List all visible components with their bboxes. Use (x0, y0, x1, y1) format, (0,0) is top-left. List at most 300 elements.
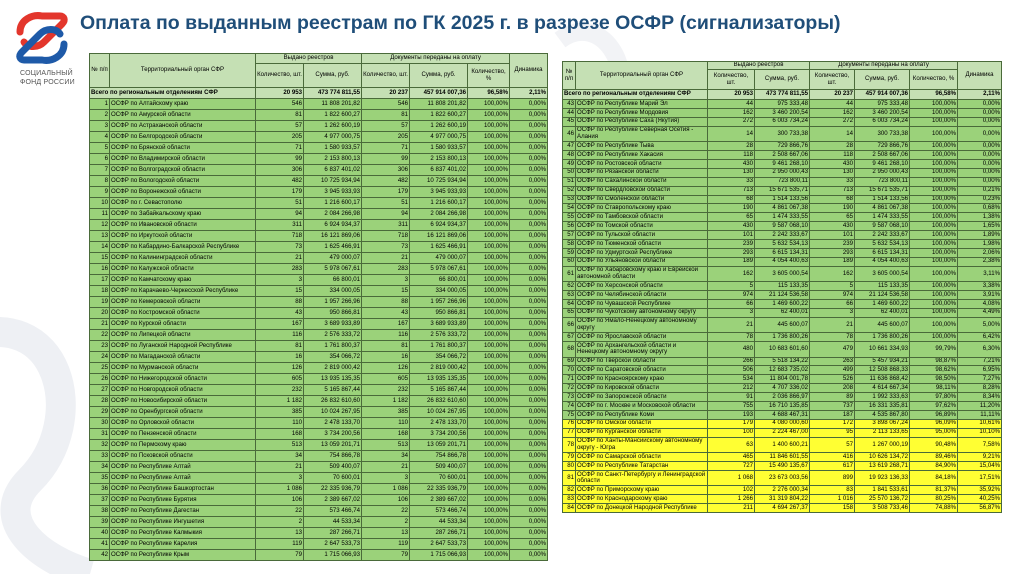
row-issued-sum: 2 819 000,42 (304, 363, 362, 374)
row-number: 26 (90, 374, 110, 385)
row-sent-qty: 158 (810, 504, 855, 513)
row-org-name: ОСФР по Челябинской области (576, 291, 708, 300)
row-dynamics: 0,00% (958, 159, 1002, 168)
row-number: 62 (563, 282, 576, 291)
row-number: 43 (563, 100, 576, 109)
row-org-name: ОСФР по Чувашской Республике (576, 299, 708, 308)
row-dynamics: 0,00% (510, 143, 548, 154)
row-number: 13 (90, 231, 110, 242)
header-issued: Выдано реестров (256, 54, 362, 64)
row-sent-pct: 100,00% (468, 363, 510, 374)
table-row (563, 248, 1002, 257)
row-issued-sum: 2 276 000,34 (755, 486, 810, 495)
row-org-name: ОСФР по Республике Северная Осетия - Алания (576, 126, 708, 142)
row-org-name: ОСФР по Республике Мордовия (576, 108, 708, 117)
row-sent-qty: 385 (362, 407, 410, 418)
row-dynamics: 0,00% (510, 385, 548, 396)
row-sent-sum: 6 924 934,37 (410, 220, 468, 231)
row-number: 51 (563, 177, 576, 186)
row-sent-qty: 605 (362, 374, 410, 385)
row-issued-qty: 110 (256, 418, 304, 429)
row-sent-qty: 2 (362, 517, 410, 528)
row-issued-qty: 430 (708, 222, 755, 231)
row-issued-sum: 975 333,48 (755, 100, 810, 109)
row-sent-qty: 68 (810, 195, 855, 204)
row-issued-sum: 1 822 600,27 (304, 110, 362, 121)
row-sent-pct: 100,00% (910, 317, 958, 333)
row-sent-sum: 2 242 333,67 (855, 231, 910, 240)
row-issued-qty: 101 (708, 231, 755, 240)
row-issued-qty: 211 (708, 504, 755, 513)
row-sent-sum: 354 066,72 (410, 352, 468, 363)
row-issued-sum: 334 000,05 (304, 286, 362, 297)
row-dynamics: 0,00% (958, 177, 1002, 186)
row-org-name: ОСФР по Брянской области (110, 143, 256, 154)
row-issued-qty: 100 (708, 428, 755, 437)
row-issued-qty: 974 (708, 291, 755, 300)
row-sent-qty: 79 (362, 550, 410, 561)
row-number: 46 (563, 126, 576, 142)
row-sent-qty: 479 (810, 342, 855, 358)
row-sent-qty: 416 (810, 453, 855, 462)
row-issued-qty: 205 (256, 132, 304, 143)
table-row (90, 319, 548, 330)
row-org-name: ОСФР по Калужской области (110, 264, 256, 275)
row-dynamics: 0,00% (958, 117, 1002, 126)
row-sent-sum: 4 861 067,38 (855, 204, 910, 213)
row-number: 31 (90, 429, 110, 440)
row-sent-sum: 729 866,76 (855, 142, 910, 151)
row-sent-pct: 100,00% (468, 176, 510, 187)
header-qty: Количество, шт. (810, 70, 855, 90)
row-sent-sum: 2 389 667,02 (410, 495, 468, 506)
table-row (563, 168, 1002, 177)
row-org-name: ОСФР по Удмуртской Республике (576, 248, 708, 257)
row-number: 1 (90, 99, 110, 110)
row-issued-sum: 1 580 933,57 (304, 143, 362, 154)
total-qty-sent: 20 237 (810, 90, 855, 100)
row-org-name: ОСФР по Костромской области (110, 308, 256, 319)
row-issued-sum: 6 924 934,37 (304, 220, 362, 231)
row-org-name: ОСФР по Сахалинской области (576, 177, 708, 186)
row-issued-sum: 31 319 804,22 (755, 495, 810, 504)
row-dynamics: 0,00% (510, 286, 548, 297)
row-number: 48 (563, 151, 576, 160)
row-issued-qty: 22 (256, 506, 304, 517)
table-row (563, 213, 1002, 222)
row-issued-sum: 1 216 600,17 (304, 198, 362, 209)
row-org-name: ОСФР по Забайкальскому краю (110, 209, 256, 220)
row-dynamics: 10,61% (958, 419, 1002, 428)
row-dynamics: 17,51% (958, 470, 1002, 486)
row-number: 27 (90, 385, 110, 396)
page-title: Оплата по выданным реестрам по ГК 2025 г. в разрезе ОСФР (сигнализаторы) (80, 12, 841, 34)
table-row (563, 159, 1002, 168)
row-org-name: ОСФР по Донецкой Народной Республике (576, 504, 708, 513)
row-sent-sum: 3 605 000,54 (855, 266, 910, 282)
row-sent-sum: 1 761 800,37 (410, 341, 468, 352)
row-sent-sum: 3 945 933,93 (410, 187, 468, 198)
row-issued-sum: 3 605 000,54 (755, 266, 810, 282)
table-row (563, 195, 1002, 204)
table-row (90, 154, 548, 165)
row-issued-qty: 15 (256, 286, 304, 297)
row-dynamics: 0,00% (510, 418, 548, 429)
row-issued-sum: 11 808 201,82 (304, 99, 362, 110)
row-dynamics: 0,00% (510, 231, 548, 242)
row-sent-qty: 95 (810, 428, 855, 437)
row-dynamics: 0,00% (510, 429, 548, 440)
row-dynamics: 0,00% (510, 550, 548, 561)
row-issued-sum: 66 800,01 (304, 275, 362, 286)
row-org-name: ОСФР по Республике Саха (Якутия) (576, 117, 708, 126)
row-sent-sum: 1 216 600,17 (410, 198, 468, 209)
row-sent-pct: 100,00% (468, 253, 510, 264)
row-sent-pct: 100,00% (910, 204, 958, 213)
table-row (90, 121, 548, 132)
row-issued-sum: 23 673 003,56 (755, 470, 810, 486)
table-row (90, 495, 548, 506)
row-issued-sum: 15 490 135,67 (755, 462, 810, 471)
row-sent-qty: 13 (362, 528, 410, 539)
row-sent-sum: 13 619 268,71 (855, 462, 910, 471)
row-issued-qty: 33 (708, 177, 755, 186)
row-sent-qty: 94 (362, 209, 410, 220)
row-number: 74 (563, 402, 576, 411)
row-dynamics: 0,00% (510, 297, 548, 308)
row-issued-sum: 4 054 400,63 (755, 257, 810, 266)
row-issued-qty: 119 (256, 539, 304, 550)
table-row (90, 253, 548, 264)
row-dynamics: 0,00% (958, 108, 1002, 117)
row-number: 4 (90, 132, 110, 143)
row-number: 50 (563, 168, 576, 177)
row-dynamics: 6,30% (958, 342, 1002, 358)
row-issued-sum: 21 124 536,58 (755, 291, 810, 300)
row-issued-sum: 2 389 667,02 (304, 495, 362, 506)
row-sent-sum: 1 736 800,26 (855, 333, 910, 342)
row-dynamics: 0,00% (510, 99, 548, 110)
row-org-name: ОСФР по Ставропольскому краю (576, 204, 708, 213)
row-issued-sum: 5 978 067,61 (304, 264, 362, 275)
row-sent-pct: 100,00% (468, 539, 510, 550)
header-org: Территориальный орган СФР (576, 62, 708, 90)
row-org-name: ОСФР по Республике Коми (576, 410, 708, 419)
table-row (90, 187, 548, 198)
row-sent-qty: 21 (362, 253, 410, 264)
row-sent-pct: 100,00% (468, 462, 510, 473)
row-org-name: ОСФР по Алтайскому краю (110, 99, 256, 110)
row-sent-qty: 974 (810, 291, 855, 300)
row-sent-qty: 232 (362, 385, 410, 396)
row-dynamics: 0,00% (510, 363, 548, 374)
row-sent-sum: 950 866,81 (410, 308, 468, 319)
row-sent-sum: 1 841 533,61 (855, 486, 910, 495)
row-number: 45 (563, 117, 576, 126)
row-dynamics: 0,00% (510, 539, 548, 550)
table-row (563, 239, 1002, 248)
table-row (563, 486, 1002, 495)
row-sent-qty: 168 (362, 429, 410, 440)
row-dynamics: 35,92% (958, 486, 1002, 495)
row-issued-sum: 4 707 336,02 (755, 384, 810, 393)
row-issued-qty: 293 (708, 248, 755, 257)
row-sent-sum: 44 533,34 (410, 517, 468, 528)
row-sent-sum: 21 124 536,58 (855, 291, 910, 300)
table-row (563, 117, 1002, 126)
row-org-name: ОСФР по Липецкой области (110, 330, 256, 341)
row-dynamics: 1,38% (958, 213, 1002, 222)
row-sent-qty: 482 (362, 176, 410, 187)
row-number: 80 (563, 462, 576, 471)
row-org-name: ОСФР по Калининградской области (110, 253, 256, 264)
row-sent-pct: 90,48% (910, 437, 958, 453)
row-issued-qty: 162 (708, 108, 755, 117)
row-issued-sum: 4 694 267,37 (755, 504, 810, 513)
row-sent-qty: 1 016 (810, 495, 855, 504)
row-sent-qty: 187 (810, 410, 855, 419)
row-org-name: ОСФР по Республике Калмыкия (110, 528, 256, 539)
row-sent-sum: 1 469 600,22 (855, 299, 910, 308)
row-org-name: ОСФР по Вологодской области (110, 176, 256, 187)
header-sum: Сумма, руб. (755, 70, 810, 90)
row-org-name: ОСФР по Амурской области (110, 110, 256, 121)
row-sent-sum: 10 725 934,94 (410, 176, 468, 187)
row-sent-qty: 43 (362, 308, 410, 319)
row-number: 6 (90, 154, 110, 165)
row-sent-pct: 100,00% (910, 222, 958, 231)
row-sent-qty: 83 (810, 486, 855, 495)
row-issued-qty: 179 (708, 419, 755, 428)
row-org-name: ОСФР по Ульяновской области (576, 257, 708, 266)
row-issued-sum: 2 576 333,72 (304, 330, 362, 341)
row-issued-sum: 15 671 535,71 (755, 186, 810, 195)
row-number: 25 (90, 363, 110, 374)
row-issued-qty: 34 (256, 451, 304, 462)
row-sent-qty: 239 (810, 239, 855, 248)
row-issued-sum: 4 080 000,60 (755, 419, 810, 428)
row-number: 24 (90, 352, 110, 363)
row-issued-qty: 168 (256, 429, 304, 440)
row-sent-sum: 115 133,35 (855, 282, 910, 291)
row-sent-sum: 2 647 533,73 (410, 539, 468, 550)
row-sent-sum: 6 837 401,02 (410, 165, 468, 176)
row-sent-sum: 11 636 868,42 (855, 375, 910, 384)
row-dynamics: 0,00% (958, 126, 1002, 142)
row-dynamics: 9,21% (958, 453, 1002, 462)
row-issued-qty: 28 (708, 142, 755, 151)
table-row (563, 393, 1002, 402)
row-sent-sum: 754 866,78 (410, 451, 468, 462)
row-sent-sum: 10 626 134,72 (855, 453, 910, 462)
row-sent-pct: 100,00% (910, 168, 958, 177)
row-issued-qty: 513 (256, 440, 304, 451)
row-number: 76 (563, 419, 576, 428)
row-issued-sum: 11 846 601,55 (755, 453, 810, 462)
row-sent-sum: 2 950 000,43 (855, 168, 910, 177)
table-row (563, 410, 1002, 419)
row-issued-sum: 5 165 867,44 (304, 385, 362, 396)
row-issued-qty: 126 (256, 363, 304, 374)
row-sent-sum: 26 832 610,60 (410, 396, 468, 407)
row-sent-sum: 9 587 068,10 (855, 222, 910, 231)
row-dynamics: 0,00% (510, 352, 548, 363)
row-issued-sum: 3 734 200,56 (304, 429, 362, 440)
total-sum-sent: 457 914 007,36 (855, 90, 910, 100)
row-sent-sum: 9 461 268,10 (855, 159, 910, 168)
row-issued-sum: 300 733,38 (755, 126, 810, 142)
row-issued-sum: 4 861 067,38 (755, 204, 810, 213)
row-sent-pct: 100,00% (468, 275, 510, 286)
row-sent-qty: 172 (810, 419, 855, 428)
row-issued-qty: 534 (708, 375, 755, 384)
row-issued-sum: 2 478 133,70 (304, 418, 362, 429)
sfr-logo (10, 8, 75, 104)
row-sent-sum: 25 570 136,72 (855, 495, 910, 504)
row-sent-sum: 1 822 600,27 (410, 110, 468, 121)
table-row (90, 286, 548, 297)
row-sent-qty: 205 (362, 132, 410, 143)
row-sent-pct: 100,00% (910, 151, 958, 160)
table-row (90, 462, 548, 473)
row-issued-qty: 57 (256, 121, 304, 132)
row-sent-pct: 100,00% (910, 177, 958, 186)
table-row (90, 264, 548, 275)
row-number: 56 (563, 222, 576, 231)
row-sent-qty: 78 (810, 333, 855, 342)
row-sent-sum: 15 671 535,71 (855, 186, 910, 195)
row-sent-sum: 1 715 066,93 (410, 550, 468, 561)
row-org-name: ОСФР по Тверской области (576, 357, 708, 366)
row-sent-pct: 100,00% (468, 352, 510, 363)
table-row (563, 504, 1002, 513)
row-number: 12 (90, 220, 110, 231)
row-sent-pct: 100,00% (910, 282, 958, 291)
row-number: 83 (563, 495, 576, 504)
row-number: 72 (563, 384, 576, 393)
row-issued-qty: 480 (708, 342, 755, 358)
row-sent-sum: 4 977 000,75 (410, 132, 468, 143)
row-issued-qty: 385 (256, 407, 304, 418)
row-issued-sum: 3 460 200,54 (755, 108, 810, 117)
row-sent-sum: 12 508 868,33 (855, 366, 910, 375)
row-issued-qty: 63 (708, 437, 755, 453)
row-issued-qty: 106 (256, 495, 304, 506)
row-issued-qty: 465 (708, 453, 755, 462)
row-sent-qty: 66 (810, 299, 855, 308)
registry-table-right (562, 61, 1002, 513)
row-issued-qty: 81 (256, 110, 304, 121)
row-sent-sum: 300 733,38 (855, 126, 910, 142)
table-row (563, 419, 1002, 428)
row-sent-sum: 66 800,01 (410, 275, 468, 286)
row-dynamics: 0,00% (510, 440, 548, 451)
row-sent-qty: 21 (810, 317, 855, 333)
row-issued-qty: 21 (256, 253, 304, 264)
row-sent-qty: 81 (362, 110, 410, 121)
row-issued-sum: 16 710 135,85 (755, 402, 810, 411)
row-sent-pct: 100,00% (468, 264, 510, 275)
row-org-name: ОСФР по Республике Бурятия (110, 495, 256, 506)
row-issued-qty: 167 (256, 319, 304, 330)
row-issued-sum: 12 683 735,02 (755, 366, 810, 375)
row-dynamics: 0,00% (510, 451, 548, 462)
row-sent-pct: 100,00% (468, 330, 510, 341)
row-sent-pct: 97,62% (910, 402, 958, 411)
table-row (563, 333, 1002, 342)
row-org-name: ОСФР по Хабаровскому краю и Еврейской автономной области (576, 266, 708, 282)
header-sent: Документы переданы на оплату (362, 54, 510, 64)
row-number: 68 (563, 342, 576, 358)
row-org-name: ОСФР по Республике Хакасия (576, 151, 708, 160)
row-sent-qty: 3 (810, 308, 855, 317)
table-row (90, 451, 548, 462)
total-pct: 96,58% (910, 90, 958, 100)
row-dynamics: 0,00% (510, 121, 548, 132)
row-org-name: ОСФР по Ханты-Мансийскому автономному округу - Югра (576, 437, 708, 453)
row-number: 14 (90, 242, 110, 253)
row-sent-pct: 100,00% (468, 286, 510, 297)
row-sent-pct: 100,00% (468, 143, 510, 154)
row-issued-sum: 2 647 533,73 (304, 539, 362, 550)
row-org-name: ОСФР по Камчатскому краю (110, 275, 256, 286)
header-dyn: Динамика (510, 54, 548, 88)
row-sent-qty: 16 (362, 352, 410, 363)
row-sent-pct: 100,00% (468, 242, 510, 253)
table-row (563, 366, 1002, 375)
row-sent-qty: 81 (362, 341, 410, 352)
row-sent-pct: 100,00% (468, 165, 510, 176)
row-sent-qty: 22 (362, 506, 410, 517)
row-issued-sum: 1 736 800,26 (755, 333, 810, 342)
row-number: 60 (563, 257, 576, 266)
row-issued-qty: 755 (708, 402, 755, 411)
row-org-name: ОСФР по Псковской области (110, 451, 256, 462)
row-number: 65 (563, 308, 576, 317)
row-org-name: ОСФР по Кабардино-Балкарской Республике (110, 242, 256, 253)
row-dynamics: 40,25% (958, 495, 1002, 504)
row-issued-sum: 10 024 267,95 (304, 407, 362, 418)
row-sent-pct: 100,00% (910, 126, 958, 142)
row-org-name: ОСФР по Кировской области (576, 384, 708, 393)
row-org-name: ОСФР по Республике Алтай (110, 473, 256, 484)
row-issued-sum: 44 533,34 (304, 517, 362, 528)
row-sent-pct: 100,00% (910, 213, 958, 222)
table-row (90, 517, 548, 528)
row-number: 69 (563, 357, 576, 366)
table-row (563, 204, 1002, 213)
row-sent-pct: 98,87% (910, 357, 958, 366)
row-sent-qty: 116 (362, 330, 410, 341)
row-dynamics: 0,00% (510, 484, 548, 495)
table-row (563, 177, 1002, 186)
row-dynamics: 0,00% (510, 330, 548, 341)
row-number: 30 (90, 418, 110, 429)
row-sent-pct: 89,46% (910, 453, 958, 462)
row-sent-qty: 208 (810, 384, 855, 393)
table-row (563, 402, 1002, 411)
row-org-name: ОСФР по Карачаево-Черкесской Республике (110, 286, 256, 297)
row-issued-sum: 2 508 667,06 (755, 151, 810, 160)
row-sent-qty: 190 (810, 204, 855, 213)
row-sent-qty: 617 (810, 462, 855, 471)
row-org-name: ОСФР по Астраханской области (110, 121, 256, 132)
table-row (90, 341, 548, 352)
row-dynamics: 8,34% (958, 393, 1002, 402)
row-issued-qty: 266 (708, 357, 755, 366)
row-dynamics: 3,11% (958, 266, 1002, 282)
row-sent-pct: 100,00% (468, 297, 510, 308)
